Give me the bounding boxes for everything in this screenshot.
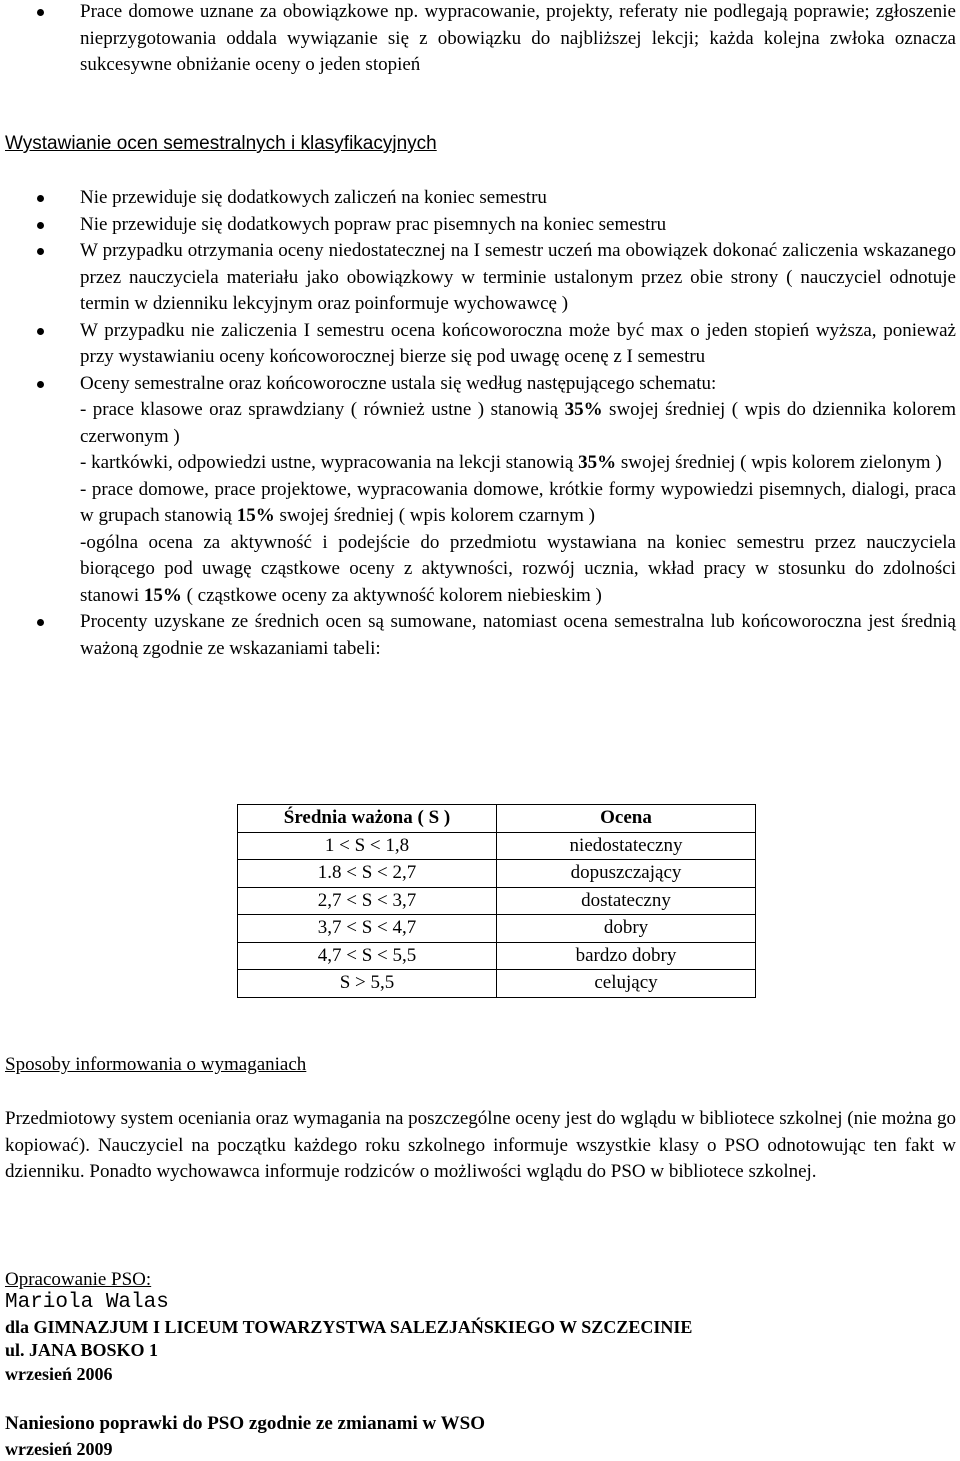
table-row — [238, 942, 756, 970]
table-cell: 1 < S < 1,8 — [238, 832, 497, 860]
footer-date-2009: wrzesień 2009 — [5, 1439, 113, 1459]
schema-intro: Oceny semestralne oraz końcoworoczne ustala się według następującego schematu: — [80, 372, 717, 394]
table-cell: 2,7 < S < 3,7 — [238, 887, 497, 915]
bullet-list-rules — [0, 185, 960, 662]
table-header-row — [238, 805, 756, 833]
footer-date-2006: wrzesień 2006 — [5, 1364, 113, 1384]
footer-label: Opracowanie PSO: — [5, 1269, 152, 1290]
table-cell: niedostateczny — [497, 832, 756, 860]
table-cell: S > 5,5 — [238, 970, 497, 998]
footer-note: Naniesiono poprawki do PSO zgodnie ze zmianami w WSO — [5, 1413, 485, 1434]
bullet-list-homework — [0, 0, 960, 79]
list-item: Nie przewiduje się dodatkowych popraw prac pisemnych na koniec semestru — [0, 212, 960, 239]
table-cell: celujący — [497, 970, 756, 998]
grade-table — [237, 804, 756, 998]
schema-item: - kartkówki, odpowiedzi ustne, wypracowania na lekcji stanowią 35% swojej średniej ( wpis kolorem zielonym ) — [80, 452, 942, 473]
table-cell: dobry — [497, 915, 756, 943]
list-item: W przypadku nie zaliczenia I semestru ocena końcoworoczna może być max o jeden stopień wyższa, ponieważ przy wystawianiu oceny końcoworocznej bierze się pod uwagę ocenę z I semestru — [0, 318, 960, 371]
footer-address: ul. JANA BOSKO 1 — [5, 1340, 159, 1360]
table-cell: dopuszczający — [497, 860, 756, 888]
table-header-cell: Średnia ważona ( S ) — [238, 805, 497, 833]
table-cell: 4,7 < S < 5,5 — [238, 942, 497, 970]
footer-school: dla GIMNAZJUM I LICEUM TOWARZYSTWA SALEZJAŃSKIEGO W SZCZECINIE — [5, 1317, 693, 1337]
table-row — [238, 832, 756, 860]
list-item-schema — [0, 371, 960, 610]
table-cell: 3,7 < S < 4,7 — [238, 915, 497, 943]
table-header-cell: Ocena — [497, 805, 756, 833]
section-information-text: Przedmiotowy system oceniania oraz wymagania na poszczególne oceny jest do wglądu w bibliotece szkolnej (nie można go kopiować). Nauczyciel na początku każdego roku szkolnego informuje wszystkie klasy o PSO odnotowując ten fakt w dzienniku. Ponadto wychowawca informuje rodziców o możliwości wglądu do PSO w bibliotece szkolnej. — [5, 1108, 956, 1182]
table-row — [238, 970, 756, 998]
list-item-procenty: Procenty uzyskane ze średnich ocen są sumowane, natomiast ocena semestralna lub końcoworoczna jest średnią ważoną zgodnie ze wskazaniami tabeli: — [0, 609, 960, 662]
table-row — [238, 915, 756, 943]
table-cell: dostateczny — [497, 887, 756, 915]
list-item: Nie przewiduje się dodatkowych zaliczeń na koniec semestru — [0, 185, 960, 212]
table-row — [238, 860, 756, 888]
section-heading-grades: Wystawianie ocen semestralnych i klasyfikacyjnych — [5, 133, 437, 154]
schema-item: - prace domowe, prace projektowe, wypracowania domowe, krótkie formy wypowiedzi pisemnych, dialogi, praca w grupach stanowią 15% swojej średniej ( wpis kolorem czarnym ) — [80, 478, 956, 526]
table-cell: 1.8 < S < 2,7 — [238, 860, 497, 888]
schema-item: -ogólna ocena za aktywność i podejście do przedmiotu wystawiana na koniec semestru przez nauczyciela biorącego pod uwagę cząstkowe oceny z aktywności, rozwój ucznia, wkład pracy w stosunku do zdolności stanowi 15% ( cząstkowe oceny za aktywność kolorem niebieskim ) — [80, 531, 956, 606]
list-item: W przypadku otrzymania oceny niedostatecznej na I semestr uczeń ma obowiązek dokonać zaliczenia wskazanego przez nauczyciela materiału jako obowiązkowy w terminie ustalonym przez obie strony ( nauczyciel odnotuje termin w dzienniku lekcyjnym oraz poinformuje wychowawcę ) — [0, 238, 960, 318]
footer-author: Mariola Walas — [5, 1291, 169, 1314]
list-item: Prace domowe uznane za obowiązkowe np. wypracowanie, projekty, referaty nie podlegają poprawie; zgłoszenie nieprzygotowania oddala wywiązanie się z obowiązku do najbliższej lekcji; każda kolejna zwłoka oznacza sukcesywne obniżanie oceny o jeden stopień — [0, 0, 960, 79]
section-heading-information: Sposoby informowania o wymaganiach — [5, 1054, 307, 1075]
table-row — [238, 887, 756, 915]
schema-item: - prace klasowe oraz sprawdziany ( również ustne ) stanowią 35% swojej średniej ( wpis do dziennika kolorem czerwonym ) — [80, 399, 957, 447]
table-cell: bardzo dobry — [497, 942, 756, 970]
